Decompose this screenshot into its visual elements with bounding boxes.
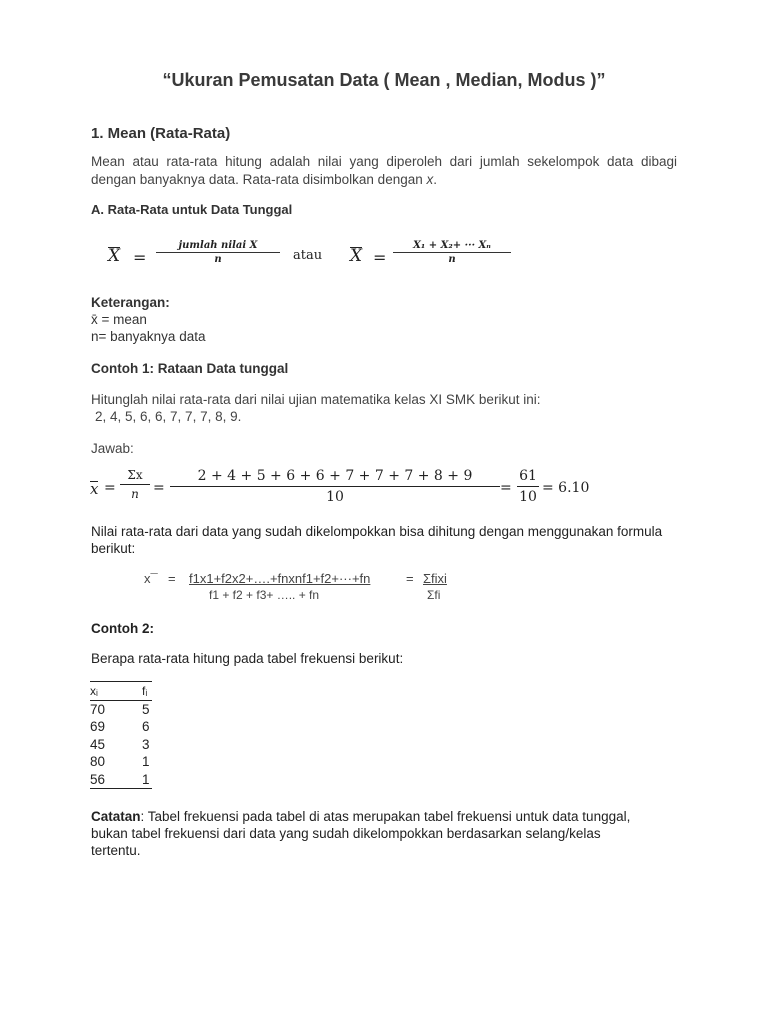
formula-numerator-1: jumlah nilai X — [178, 240, 258, 251]
contoh1-heading: Contoh 1: Rataan Data tunggal — [91, 361, 289, 376]
keterangan-label: Keterangan: — [91, 295, 170, 310]
table-cell-xi: 80 — [90, 754, 106, 770]
jawab-fraction-result — [517, 468, 539, 505]
jawab-values-denominator: 10 — [326, 489, 344, 505]
contoh1-question: Hitunglah nilai rata-rata dari nilai ujian matematika kelas XI SMK berikut ini: — [91, 392, 541, 407]
jawab-sum-denominator: n — [131, 487, 139, 501]
formula-denominator-2: n — [448, 254, 456, 265]
jawab-values-line — [170, 486, 500, 487]
jawab-result-line — [517, 486, 539, 487]
keterangan-mean: x̄ = mean — [91, 312, 147, 327]
formula-fraction-line-2 — [393, 252, 511, 253]
document-title: “Ukuran Pemusatan Data ( Mean , Median, Modus )” — [162, 70, 606, 90]
frequency-table — [90, 681, 152, 789]
table-row — [90, 771, 152, 789]
contoh2-question: Berapa rata-rata hitung pada tabel frekuensi berikut: — [91, 651, 404, 666]
jawab-result-denominator: 10 — [519, 489, 537, 505]
jawab-result-numerator: 61 — [519, 468, 537, 484]
catatan-label: Catatan — [91, 809, 141, 824]
grouped-numerator: f1x1+f2x2+….+fnxnf1+f2+···+fn — [189, 571, 371, 586]
mean-definition-paragraph — [91, 153, 677, 189]
subsection-heading-single-data: A. Rata-Rata untuk Data Tunggal — [91, 202, 293, 217]
formula-numerator-2: X₁ + X₂+ ··· Xₙ — [413, 240, 491, 251]
mean-symbol: x — [426, 172, 434, 187]
grouped-equals-2: = — [406, 571, 414, 586]
formula-lhs-xbar-2: X — [350, 246, 363, 266]
contoh1-data: 2, 4, 5, 6, 6, 7, 7, 7, 8, 9. — [95, 409, 242, 424]
keterangan-n: n= banyaknya data — [91, 329, 206, 344]
table-cell-fi: 6 — [142, 719, 150, 735]
table-cell-fi: 5 — [142, 701, 150, 717]
jawab-sum-numerator: Σx — [127, 468, 143, 482]
contoh2-heading: Contoh 2: — [91, 621, 154, 636]
table-row — [90, 736, 152, 754]
formula-equals-2: = — [373, 248, 387, 267]
grouped-equals-1: = — [168, 571, 176, 586]
grouped-lhs: x¯ — [144, 571, 158, 586]
formula-fraction-2 — [393, 240, 511, 265]
jawab-equals-3: = — [500, 480, 512, 496]
section-heading-mean: 1. Mean (Rata-Rata) — [91, 125, 231, 142]
jawab-fraction-values — [170, 468, 500, 505]
mean-definition-end: . — [433, 172, 437, 187]
formula-equals-1: = — [133, 248, 147, 267]
table-cell-xi: 45 — [90, 736, 106, 752]
table-cell-xi: 69 — [90, 719, 106, 735]
formula-fraction-1 — [156, 240, 280, 265]
table-header-fi: fᵢ — [142, 682, 152, 701]
catatan-paragraph — [91, 808, 651, 859]
formula-lhs-xbar-1: X — [108, 246, 121, 266]
jawab-label: Jawab: — [91, 441, 134, 456]
mean-definition-text: Mean atau rata-rata hitung adalah nilai yang diperoleh dari jumlah sekelompok data dibagi dengan banyaknya data. Rata-rata disimbolkan dengan — [91, 154, 677, 187]
grouped-sum-numerator: Σfixi — [423, 571, 447, 586]
jawab-equals-1: = — [104, 480, 116, 496]
grouped-sum-denominator: Σfi — [427, 588, 441, 602]
table-row — [90, 718, 152, 736]
table-row — [90, 753, 152, 771]
catatan-text: : Tabel frekuensi pada tabel di atas merupakan tabel frekuensi untuk data tunggal, bukan tabel frekuensi dari data yang sudah dikelompokkan berdasarkan selang/kelas tertentu. — [91, 809, 631, 858]
formula-denominator-1: n — [214, 254, 222, 265]
table-cell-xi: 56 — [90, 771, 142, 789]
table-cell-xi: 70 — [90, 701, 106, 717]
table-header-row — [90, 682, 152, 701]
table-cell-fi: 1 — [142, 754, 150, 770]
table-cell-fi: 1 — [142, 771, 152, 789]
jawab-sum-line — [120, 484, 150, 485]
formula-atau: atau — [293, 248, 323, 263]
table-header-xi: xᵢ — [90, 682, 142, 701]
jawab-values-numerator: 2 + 4 + 5 + 6 + 6 + 7 + 7 + 7 + 8 + 9 — [197, 468, 473, 484]
table-row — [90, 700, 152, 718]
jawab-equals-2: = — [153, 480, 165, 496]
formula-fraction-line-1 — [156, 252, 280, 253]
jawab-result: = 6.10 — [542, 480, 590, 496]
jawab-fraction-sum — [120, 468, 150, 501]
table-cell-fi: 3 — [142, 736, 150, 752]
jawab-lhs-xbar: x — [90, 480, 99, 498]
grouped-denominator: f1 + f2 + f3+ ….. + fn — [209, 588, 320, 602]
grouped-mean-intro: Nilai rata-rata dari data yang sudah dikelompokkan bisa dihitung dengan menggunakan formula berikut: — [91, 524, 663, 556]
